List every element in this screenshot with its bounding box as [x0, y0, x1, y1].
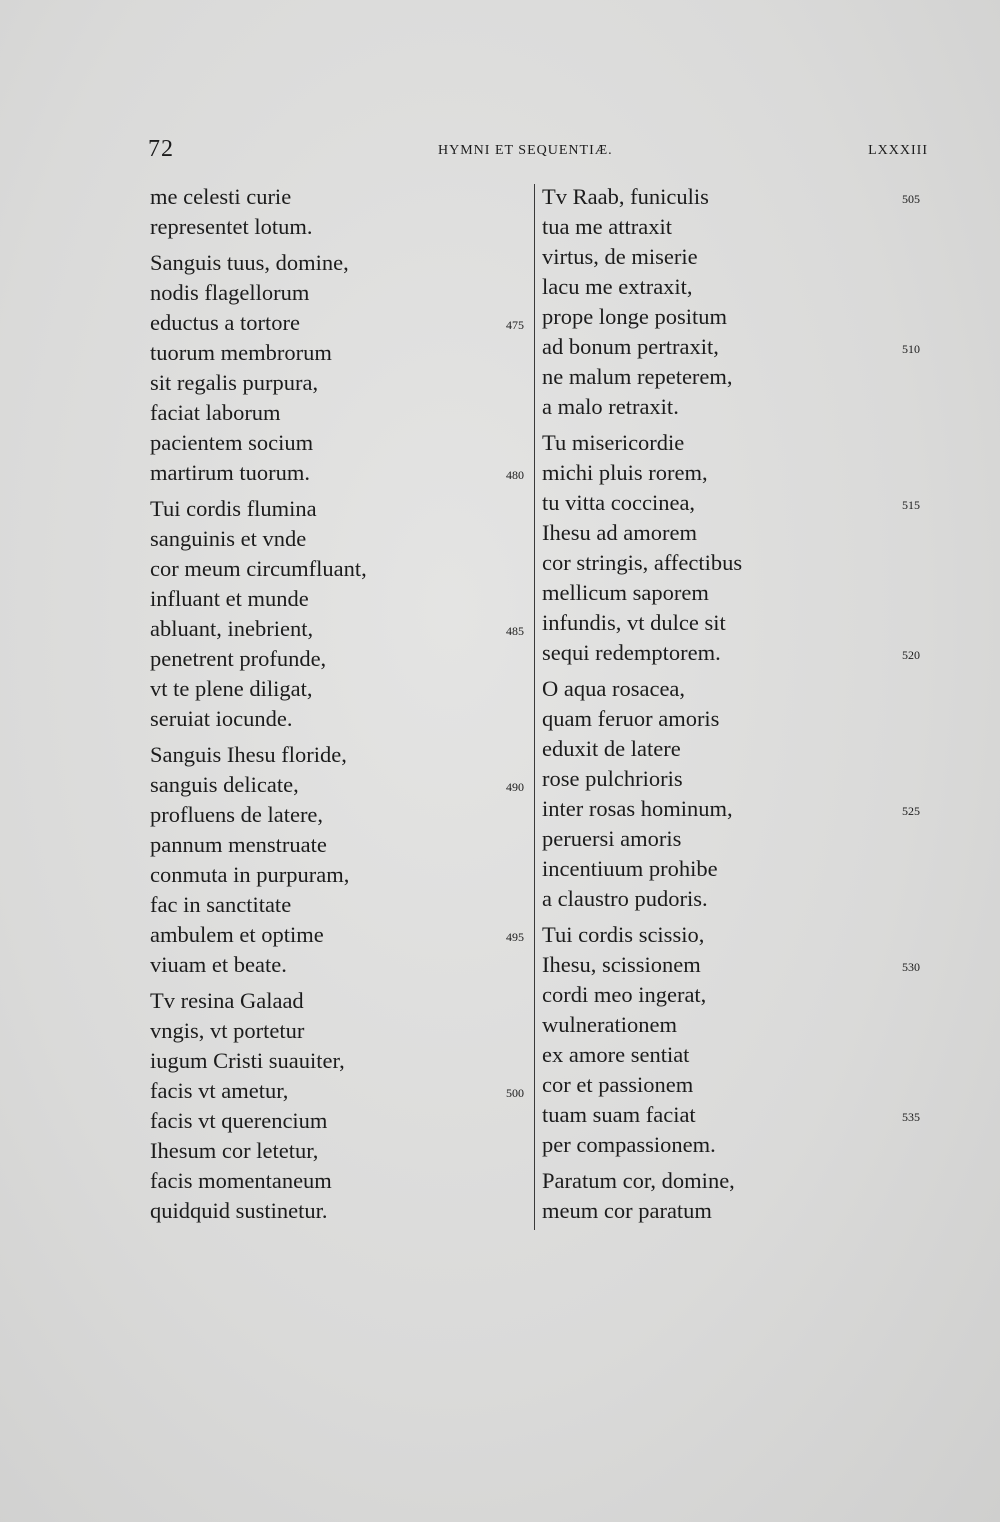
verse-text: cor et passionem: [542, 1072, 694, 1097]
verse-text: profluens de latere,: [150, 802, 324, 827]
verse-line: [150, 494, 530, 524]
verse-text: infundis, vt dulce sit: [542, 610, 726, 635]
verse-line: [150, 920, 530, 950]
verse-text: O aqua rosacea,: [542, 676, 686, 701]
verse-text: inter rosas hominum,: [542, 796, 733, 821]
verse-line: [150, 704, 530, 734]
verse-text: facis momentaneum: [150, 1168, 332, 1193]
stanza: [542, 182, 922, 422]
verse-text: Sanguis Ihesu floride,: [150, 742, 347, 767]
verse-line: [150, 740, 530, 770]
verse-text: sanguinis et vnde: [150, 526, 307, 551]
verse-line: [150, 986, 530, 1016]
page-number: 72: [148, 136, 174, 162]
verse-text: vt te plene diligat,: [150, 676, 313, 701]
verse-text: rose pulchrioris: [542, 766, 683, 791]
line-number: 475: [506, 318, 524, 332]
verse-text: Tv Raab, funiculis: [542, 184, 709, 209]
verse-text: mellicum saporem: [542, 580, 709, 605]
verse-line: [150, 368, 530, 398]
stanza: [542, 674, 922, 914]
page-header: [148, 136, 928, 166]
left-column: [150, 182, 530, 1226]
stanza: [150, 248, 530, 488]
verse-text: Tv resina Galaad: [150, 988, 304, 1013]
verse-line: [150, 338, 530, 368]
right-column: [542, 182, 922, 1226]
verse-line: [150, 674, 530, 704]
verse-text: ad bonum pertraxit,: [542, 334, 719, 359]
verse-text: tuam suam faciat: [542, 1102, 696, 1127]
verse-text: ambulem et optime: [150, 922, 324, 947]
line-number: 505: [902, 192, 920, 206]
verse-line: [150, 800, 530, 830]
verse-line: [150, 248, 530, 278]
verse-line: [150, 1076, 530, 1106]
verse-line: [542, 1010, 922, 1040]
verse-line: [542, 578, 922, 608]
verse-text: per compassionem.: [542, 1132, 716, 1157]
verse-line: [150, 278, 530, 308]
verse-text: Paratum cor, domine,: [542, 1168, 735, 1193]
verse-line: [150, 428, 530, 458]
verse-line: [150, 860, 530, 890]
verse-line: [150, 584, 530, 614]
verse-line: [150, 644, 530, 674]
verse-line: [150, 950, 530, 980]
verse-text: quidquid sustinetur.: [150, 1198, 328, 1223]
verse-text: tu vitta coccinea,: [542, 490, 696, 515]
verse-text: Sanguis tuus, domine,: [150, 250, 349, 275]
line-number: 535: [902, 1110, 920, 1124]
verse-line: [150, 614, 530, 644]
verse-text: eductus a tortore: [150, 310, 300, 335]
verse-text: cor meum circumfluant,: [150, 556, 367, 581]
verse-line: [542, 824, 922, 854]
verse-text: virtus, de miserie: [542, 244, 698, 269]
verse-text: facis vt ametur,: [150, 1078, 289, 1103]
verse-line: [542, 1100, 922, 1130]
verse-line: [542, 794, 922, 824]
verse-line: [542, 548, 922, 578]
verse-line: [150, 524, 530, 554]
verse-line: [150, 458, 530, 488]
verse-line: [150, 212, 530, 242]
verse-text: wulnerationem: [542, 1012, 677, 1037]
verse-text: michi pluis rorem,: [542, 460, 708, 485]
verse-text: Ihesu ad amorem: [542, 520, 697, 545]
verse-line: [542, 1040, 922, 1070]
stanza: [542, 920, 922, 1160]
verse-line: [542, 518, 922, 548]
stanza: [150, 494, 530, 734]
verse-text: prope longe positum: [542, 304, 727, 329]
verse-text: lacu me extraxit,: [542, 274, 693, 299]
line-number: 520: [902, 648, 920, 662]
verse-line: [542, 1196, 922, 1226]
line-number: 510: [902, 342, 920, 356]
verse-line: [542, 362, 922, 392]
verse-text: tua me attraxit: [542, 214, 672, 239]
line-number: 515: [902, 498, 920, 512]
verse-text: penetrent profunde,: [150, 646, 327, 671]
line-number: 495: [506, 930, 524, 944]
verse-line: [542, 884, 922, 914]
verse-line: [542, 428, 922, 458]
verse-text: pacientem socium: [150, 430, 314, 455]
stanza: [150, 986, 530, 1226]
verse-line: [542, 638, 922, 668]
verse-text: martirum tuorum.: [150, 460, 310, 485]
verse-line: [150, 308, 530, 338]
stanza: [150, 740, 530, 980]
verse-text: tuorum membrorum: [150, 340, 332, 365]
verse-text: iugum Cristi suauiter,: [150, 1048, 345, 1073]
verse-line: [542, 734, 922, 764]
verse-line: [542, 980, 922, 1010]
verse-line: [150, 182, 530, 212]
verse-text: ex amore sentiat: [542, 1042, 690, 1067]
verse-line: [542, 332, 922, 362]
verse-text: Tui cordis flumina: [150, 496, 317, 521]
verse-line: [542, 854, 922, 884]
verse-text: cor stringis, affectibus: [542, 550, 743, 575]
verse-text: cordi meo ingerat,: [542, 982, 707, 1007]
verse-text: facis vt querencium: [150, 1108, 328, 1133]
verse-text: sanguis delicate,: [150, 772, 299, 797]
verse-text: Tu misericordie: [542, 430, 685, 455]
running-title: HYMNI ET SEQUENTIÆ.: [438, 143, 613, 158]
verse-text: vngis, vt portetur: [150, 1018, 305, 1043]
verse-text: a claustro pudoris.: [542, 886, 708, 911]
verse-text: conmuta in purpuram,: [150, 862, 350, 887]
verse-line: [150, 830, 530, 860]
verse-text: pannum menstruate: [150, 832, 327, 857]
column-divider: [534, 184, 535, 1230]
hymn-number: LXXXIII: [868, 143, 928, 158]
verse-line: [150, 1106, 530, 1136]
verse-line: [542, 242, 922, 272]
verse-line: [542, 704, 922, 734]
verse-text: Ihesum cor letetur,: [150, 1138, 319, 1163]
verse-text: sit regalis purpura,: [150, 370, 319, 395]
verse-line: [150, 1136, 530, 1166]
verse-text: incentiuum prohibe: [542, 856, 718, 881]
verse-line: [542, 1166, 922, 1196]
line-number: 500: [506, 1086, 524, 1100]
verse-text: sequi redemptorem.: [542, 640, 721, 665]
verse-line: [150, 1046, 530, 1076]
verse-text: abluant, inebrient,: [150, 616, 314, 641]
verse-line: [150, 1016, 530, 1046]
verse-line: [542, 920, 922, 950]
verse-line: [542, 182, 922, 212]
verse-line: [150, 770, 530, 800]
line-number: 480: [506, 468, 524, 482]
verse-line: [542, 488, 922, 518]
verse-text: nodis flagellorum: [150, 280, 310, 305]
verse-text: viuam et beate.: [150, 952, 287, 977]
verse-line: [542, 674, 922, 704]
verse-text: quam feruor amoris: [542, 706, 720, 731]
verse-text: Tui cordis scissio,: [542, 922, 705, 947]
verse-line: [542, 272, 922, 302]
verse-line: [150, 1166, 530, 1196]
verse-line: [542, 392, 922, 422]
verse-text: peruersi amoris: [542, 826, 682, 851]
verse-line: [542, 608, 922, 638]
verse-text: fac in sanctitate: [150, 892, 292, 917]
verse-line: [542, 764, 922, 794]
line-number: 490: [506, 780, 524, 794]
verse-text: seruiat iocunde.: [150, 706, 293, 731]
verse-text: meum cor paratum: [542, 1198, 712, 1223]
verse-line: [542, 302, 922, 332]
line-number: 525: [902, 804, 920, 818]
verse-text: me celesti curie: [150, 184, 292, 209]
stanza: [542, 1166, 922, 1226]
verse-line: [542, 1070, 922, 1100]
verse-text: influant et munde: [150, 586, 309, 611]
verse-text: Ihesu, scissionem: [542, 952, 701, 977]
verse-line: [150, 890, 530, 920]
verse-line: [542, 1130, 922, 1160]
verse-line: [542, 458, 922, 488]
verse-line: [542, 212, 922, 242]
line-number: 530: [902, 960, 920, 974]
verse-text: ne malum repeterem,: [542, 364, 733, 389]
stanza: [542, 428, 922, 668]
verse-line: [150, 554, 530, 584]
verse-text: representet lotum.: [150, 214, 313, 239]
verse-text: faciat laborum: [150, 400, 281, 425]
verse-text: eduxit de latere: [542, 736, 681, 761]
line-number: 485: [506, 624, 524, 638]
stanza: [150, 182, 530, 242]
verse-line: [150, 1196, 530, 1226]
verse-line: [542, 950, 922, 980]
verse-text: a malo retraxit.: [542, 394, 679, 419]
verse-line: [150, 398, 530, 428]
